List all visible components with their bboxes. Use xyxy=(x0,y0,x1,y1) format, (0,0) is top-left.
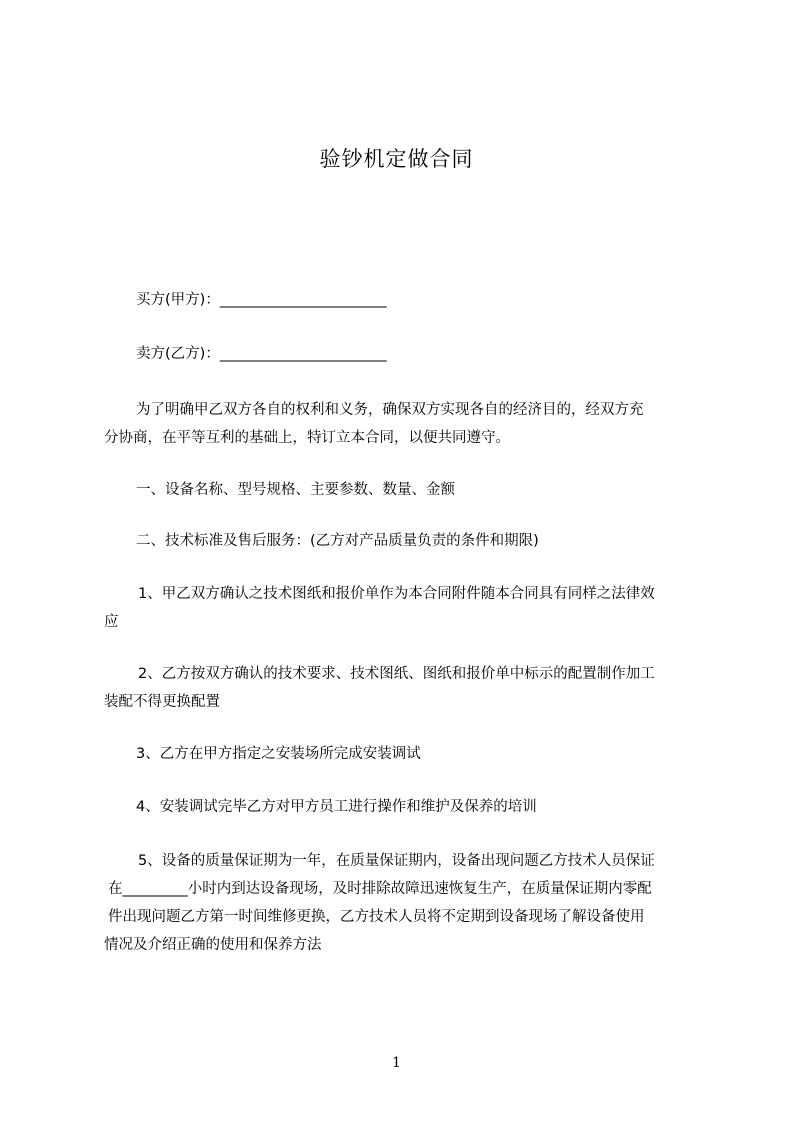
section-heading-1: 一、设备名称、型号规格、主要参数、数量、金额 xyxy=(136,482,455,498)
seller-line: 卖方(乙方)：_______________________ xyxy=(136,346,387,362)
item-3: 3、乙方在甲方指定之安装场所完成安装调试 xyxy=(136,746,421,762)
intro-paragraph xyxy=(104,396,714,452)
intro-line-2: 分协商，在平等互利的基础上，特订立本合同，以便共同遵守。 xyxy=(104,430,510,446)
item-5-line-2: 在_________小时内到达设备现场，及时排除故障迅速恢复生产，在质量保证期内零配 xyxy=(108,881,652,897)
section-heading-2: 二、技术标准及售后服务：(乙方对产品质量负责的条件和期限) xyxy=(136,533,539,549)
item-5-line-4: 情况及介绍正确的使用和保养方法 xyxy=(104,937,322,953)
item-4: 4、安装调试完毕乙方对甲方员工进行操作和维护及保养的培训 xyxy=(136,799,537,815)
item-2-line-2: 装配不得更换配置 xyxy=(104,694,220,710)
item-5-line-1: 5、设备的质量保证期为一年，在质量保证期内，设备出现问题乙方技术人员保证 xyxy=(138,853,655,869)
intro-line-1: 为了明确甲乙双方各自的权利和义务，确保双方实现各自的经济目的，经双方充 xyxy=(136,402,644,418)
item-1-line-1: 1、甲乙双方确认之技术图纸和报价单作为本合同附件随本合同具有同样之法律效 xyxy=(138,586,655,602)
item-2-paragraph xyxy=(104,660,714,716)
item-5-paragraph xyxy=(104,847,714,959)
item-2-line-1: 2、乙方按双方确认的技术要求、技术图纸、图纸和报价单中标示的配置制作加工 xyxy=(138,666,655,682)
item-1-line-2: 应 xyxy=(104,614,119,630)
buyer-line: 买方(甲方)：_______________________ xyxy=(136,292,387,308)
item-1-paragraph xyxy=(104,580,714,636)
item-5-line-3: 件出现问题乙方第一时间维修更换，乙方技术人员将不定期到设备现场了解设备使用 xyxy=(108,909,645,925)
page-number: 1 xyxy=(392,1055,401,1071)
document-title: 验钞机定做合同 xyxy=(319,147,474,171)
